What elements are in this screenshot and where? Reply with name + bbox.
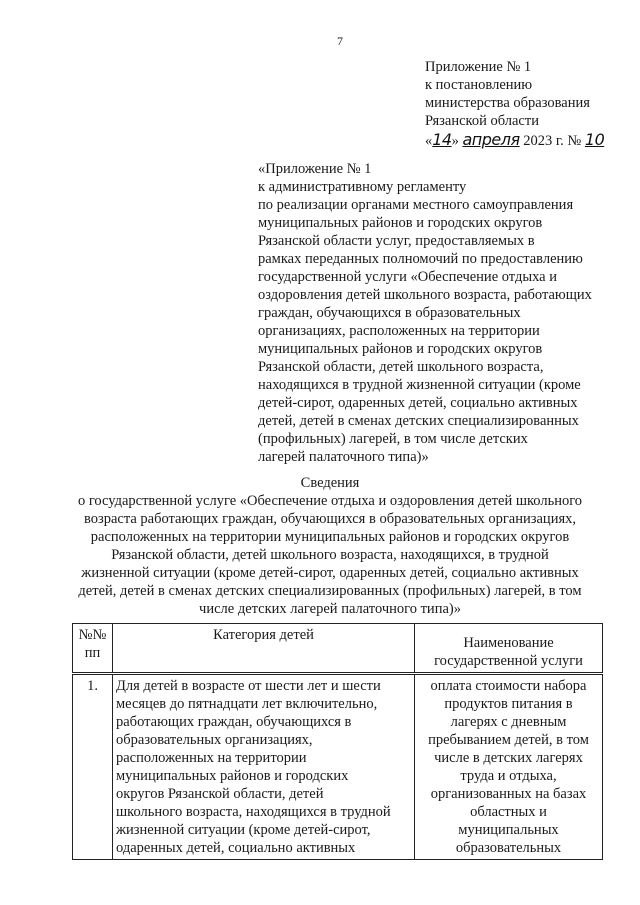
heading-title: Сведения	[300, 475, 360, 491]
regulation-line: детей, детей в сменах детских специализированных	[258, 413, 579, 429]
regulation-line: организациях, расположенных на территории	[258, 323, 540, 339]
decree-number: 10	[584, 130, 605, 149]
category-line: месяцев до пятнадцати лет включительно,	[116, 696, 378, 712]
category-line: округов Рязанской области, детей	[116, 786, 324, 802]
appendix-line: министерства образования	[425, 95, 590, 111]
regulation-line: муниципальных районов и городских округов	[258, 341, 543, 357]
service-line: оплата стоимости набора	[430, 678, 587, 694]
header-number-line: пп	[84, 645, 101, 661]
regulation-line: «Приложение № 1	[258, 161, 372, 177]
regulation-line: граждан, обучающихся в образовательных	[258, 305, 521, 321]
services-table	[72, 623, 603, 860]
header-service	[415, 624, 603, 674]
regulation-line: муниципальных районов и городских округов	[258, 215, 543, 231]
row-service	[415, 674, 603, 860]
appendix-line: Рязанской области	[425, 113, 539, 129]
date-day: 14	[432, 130, 452, 149]
regulation-line: детей-сирот, одаренных детей, социально активных	[258, 395, 578, 411]
category-line: образовательных организациях,	[116, 732, 313, 748]
service-line: пребыванием детей, в том	[428, 732, 589, 748]
date-open-quote: «	[425, 133, 433, 149]
regulation-line: рамках переданных полномочий по предоставлению	[258, 251, 583, 267]
category-line: работающих граждан, обучающихся в	[116, 714, 352, 730]
header-service-line: Наименование	[463, 635, 554, 651]
heading-line: числе детских лагерей палаточного типа)»	[199, 601, 461, 617]
regulation-line: (профильных) лагерей, в том числе детских	[258, 431, 528, 447]
regulation-line: к административному регламенту	[258, 179, 467, 195]
service-line: муниципальных	[458, 822, 559, 838]
section-heading	[60, 474, 600, 618]
regulation-line: находящихся в трудной жизненной ситуации (кроме	[258, 377, 581, 393]
decree-date-line	[425, 131, 635, 150]
appendix-title: Приложение № 1	[425, 59, 532, 75]
heading-line: возраста работающих граждан, обучающихся в образовательных организациях,	[84, 511, 576, 527]
service-line: лагерях с дневным	[450, 714, 567, 730]
regulation-line: Рязанской области, детей школьного возраста,	[258, 359, 544, 375]
header-number	[73, 624, 113, 674]
regulation-line: по реализации органами местного самоуправления	[258, 197, 574, 213]
regulation-line: государственной услуги «Обеспечение отдыха и	[258, 269, 557, 285]
category-line: жизненной ситуации (кроме детей-сирот,	[116, 822, 371, 838]
category-line: школьного возраста, находящихся в трудной	[116, 804, 391, 820]
heading-line: о государственной услуге «Обеспечение отдыха и оздоровления детей школьного	[77, 493, 583, 509]
row-number: 1.	[73, 674, 113, 860]
regulation-block	[258, 160, 618, 466]
service-line: организованных на базах	[430, 786, 587, 802]
page-number: 7	[337, 34, 343, 48]
header-number-line: №№	[78, 627, 107, 643]
appendix-line: к постановлению	[425, 77, 533, 93]
category-line: Для детей в возрасте от шести лет и шести	[116, 678, 381, 694]
appendix-header	[425, 58, 635, 150]
heading-line: расположенных на территории муниципальных районов и городских округов	[90, 529, 570, 545]
table-row	[73, 674, 603, 860]
date-year-suffix: 2023 г. №	[523, 133, 582, 149]
category-line: расположенных на территории	[116, 750, 307, 766]
header-category-label: Категория детей	[213, 627, 314, 643]
service-line: труда и отдыха,	[460, 768, 557, 784]
category-line: муниципальных районов и городских	[116, 768, 349, 784]
heading-line: жизненной ситуации (кроме детей-сирот, одаренных детей, социально активных	[81, 565, 579, 581]
regulation-line: лагерей палаточного типа)»	[258, 449, 429, 465]
date-close-quote: »	[451, 133, 459, 149]
header-service-line: государственной услуги	[434, 653, 583, 669]
service-line: числе в детских лагерях	[434, 750, 583, 766]
regulation-line: Рязанской области услуг, предоставляемых в	[258, 233, 535, 249]
header-category	[113, 624, 415, 674]
service-line: образовательных	[455, 840, 562, 856]
date-month: апреля	[462, 130, 520, 149]
category-line: одаренных детей, социально активных	[116, 840, 356, 856]
regulation-line: оздоровления детей школьного возраста, работающих	[258, 287, 592, 303]
heading-line: детей, детей в сменах детских специализированных (профильных) лагерей, в том	[78, 583, 582, 599]
service-line: продуктов питания в	[444, 696, 573, 712]
row-category	[113, 674, 415, 860]
heading-line: Рязанской области, детей школьного возраста, находящихся, в трудной	[111, 547, 549, 563]
service-line: областных и	[470, 804, 547, 820]
table-header-row	[73, 624, 603, 674]
